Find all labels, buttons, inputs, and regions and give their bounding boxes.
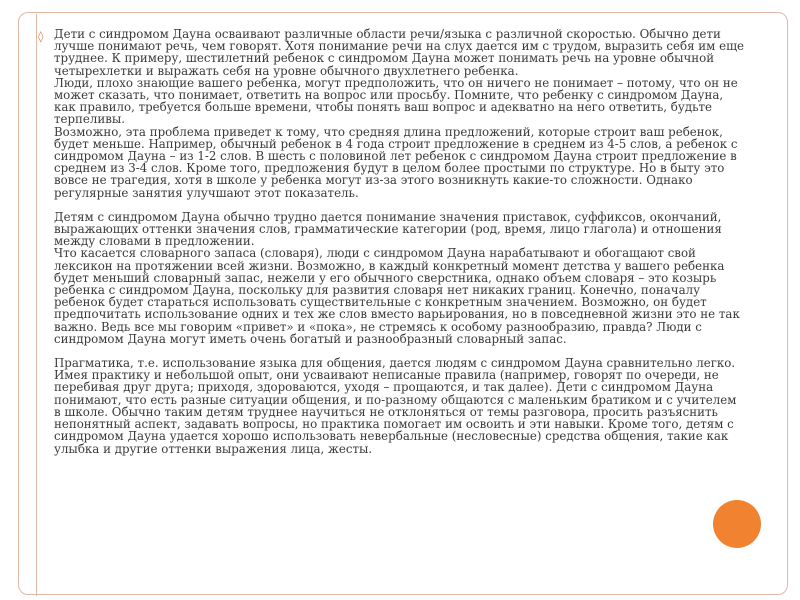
paragraph-sentence-length: Возможно, эта проблема приведет к тому, что средняя длина предложений, которые строит ваш ребенок, будет меньше. Например, обычный ребенок в 4 года строит предложение в среднем из 4-5 слов, а ребенок с синдромом Дауна – из 1-2 слов. В шесть с половиной лет ребенок с синдромом Дауна строит предложение в среднем из 3-4 слов. Кроме того, предложения будут в целом более простыми по структуре. Но в быту это вовсе не трагедия, хотя в школе у ребенка могут из-за этого возникнуть какие-то сложности. Однако регулярные занятия улучшают этот показатель. bbox=[54, 124, 742, 200]
left-border-line bbox=[36, 14, 37, 596]
bullet-icon: ◊ bbox=[38, 30, 44, 43]
paragraph-understanding: Люди, плохо знающие вашего ребенка, могут предположить, что он ничего не понимает – потому, что он не может сказать, что понимает, ответить на вопрос или просьбу. Помните, что ребенку с синдромом Дауна, как правило, требуется больше времени, чтобы понять ваш вопрос и адекватно на него ответить, будьте терпеливы. bbox=[54, 75, 742, 127]
paragraph-grammar: Детям с синдромом Дауна обычно трудно дается понимание значения приставок, суффиксов, окончаний, выражающих оттенки значения слов, грамматические категории (род, время, лицо глагола) и отношения между словами в предложении. bbox=[54, 209, 726, 249]
orange-circle-decoration bbox=[713, 500, 761, 548]
paragraph-vocabulary: Что касается словарного запаса (словаря), люди с синдромом Дауна нарабатывают и обогащают свой лексикон на протяжении всей жизни. Возможно, в каждый конкретный момент детства у вашего ребенка будет меньший словарный запас, нежели у его обычного сверстника, однако объем словаря – это козырь ребенка с синдромом Дауна, поскольку для развития словаря нет никаких границ. Конечно, поначалу ребенок будет стараться использовать существительные с конкретным значением. Возможно, он будет предпочитать использование одних и тех же слов вместо варьирования, но в повседневной жизни это не так важно. Ведь все мы говорим «привет» и «пока», не стремясь к особому разнообразию, правда? Люди с синдромом Дауна могут иметь очень богатый и разнообразный словарный запас. bbox=[54, 246, 744, 346]
paragraph-pragmatics: Прагматика, т.е. использование языка для общения, дается людям с синдромом Дауна сравнительно легко. Имея практику и небольшой опыт, они усваивают неписаные правила (например, говорят по очереди, не перебивая друг друга; приходя, здороваются, уходя – прощаются, и так далее). Дети с синдромом Дауна понимают, что есть разные ситуации общения, и по-разному общаются с маленьким братиком и с учителем в школе. Обычно таким детям труднее научиться не отклоняться от темы разговора, просить разъяснить непонятный аспект, задавать вопросы, но практика помогает им освоить и эти навыки. Кроме того, детям с синдромом Дауна удается хорошо использовать невербальные (несловесные) средства общения, такие как улыбка и другие оттенки выражения лица, жесты. bbox=[54, 356, 741, 456]
slide-text-body bbox=[54, 28, 746, 455]
paragraph-speech-development: Дети с синдромом Дауна осваивают различные области речи/языка с различной скоростью. Обычно дети лучше понимают речь, чем говорят. Хотя понимание речи на слух дается им с трудом, выразить себя им еще труднее. К примеру, шестилетний ребенок с синдромом Дауна может понимать речь на уровне обычной четырехлетки и выражать себя на уровне обычного двухлетнего ребенка. bbox=[54, 27, 748, 78]
